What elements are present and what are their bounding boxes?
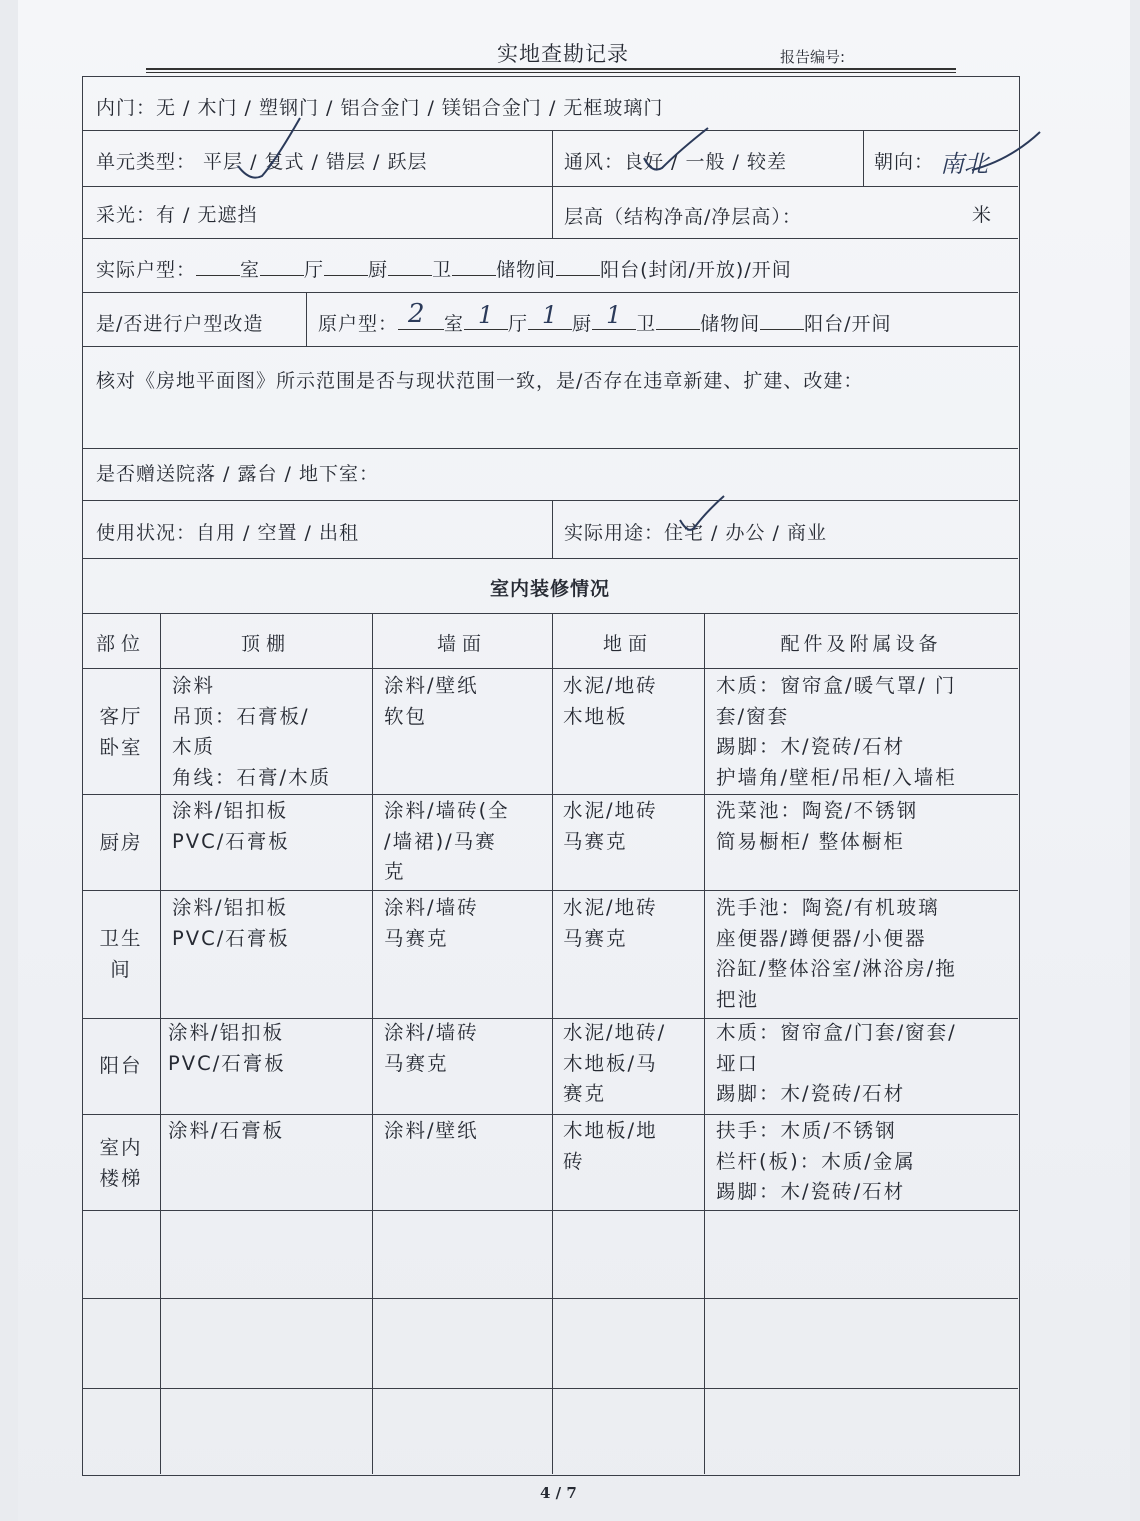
part-line: 室内 xyxy=(99,1136,143,1159)
header-part: 部位 xyxy=(95,633,146,655)
row-divider xyxy=(82,130,1018,131)
cell-line: PVC/石膏板 xyxy=(172,829,290,853)
header-wall: 墙面 xyxy=(436,633,487,655)
cell-line: 马赛克 xyxy=(384,926,449,950)
cell-line: 木质：窗帘盒/暖气罩/ 门 xyxy=(716,674,957,697)
cell-line: 木地板 xyxy=(563,704,628,728)
row-divider xyxy=(82,292,1018,293)
col-divider xyxy=(552,130,553,238)
cell-line: 角线：石膏/木质 xyxy=(172,765,332,789)
cell-line: 木质 xyxy=(172,735,216,758)
cell-line: 水泥/地砖 xyxy=(563,896,658,919)
part-line: 楼梯 xyxy=(99,1166,143,1190)
ceiling-bathroom xyxy=(172,893,368,954)
col-divider xyxy=(160,613,161,1474)
fittings-stairs xyxy=(716,1116,1016,1208)
verify-row: 核对《房地平面图》所示范围是否与现状范围一致，是/否存在违章新建、扩建、改建： xyxy=(96,370,864,392)
original-baths-value: 1 xyxy=(606,301,623,329)
ceiling-kitchen xyxy=(172,796,368,857)
floor-living xyxy=(563,671,703,732)
lighting-row: 采光：有 / 无遮挡 xyxy=(96,204,258,226)
cell-line: 洗菜池：陶瓷/不锈钢 xyxy=(716,799,919,822)
cell-line: 木地板/地 xyxy=(563,1119,658,1142)
part-balcony xyxy=(82,1051,160,1082)
wall-bathroom xyxy=(384,893,550,954)
part-stairs xyxy=(82,1133,160,1194)
floor-stairs xyxy=(563,1116,703,1177)
actual-layout-label: 实际户型： xyxy=(96,259,197,281)
floor-bathroom xyxy=(563,893,703,954)
orientation-label: 朝向： xyxy=(874,151,935,173)
cell-line: 简易橱柜/ 整体橱柜 xyxy=(716,829,905,853)
cell-line: 扶手：木质/不锈钢 xyxy=(716,1119,897,1142)
hall-label: 厅 xyxy=(304,259,325,281)
cell-line: 涂料/铝扣板 xyxy=(168,1021,285,1044)
cell-line: 涂料/墙砖 xyxy=(384,1021,479,1044)
part-line: 卫生 xyxy=(99,927,143,950)
kitchen-label: 厨 xyxy=(572,313,593,335)
cell-line: 克 xyxy=(384,860,406,883)
cell-line: 洗手池：陶瓷/有机玻璃 xyxy=(716,896,940,919)
wall-living xyxy=(384,671,550,732)
header-ceiling: 顶棚 xyxy=(240,633,291,655)
page-title: 实地查勘记录 xyxy=(497,42,629,66)
cell-line: 护墙角/壁柜/吊柜/入墙柜 xyxy=(716,765,957,789)
bath-label: 卫 xyxy=(432,259,453,281)
floor-balcony xyxy=(563,1018,703,1110)
ventilation-row: 通风：良好 / 一般 / 较差 xyxy=(564,151,787,173)
original-layout-row xyxy=(318,299,892,336)
header-fittings: 配件及附属设备 xyxy=(780,633,942,655)
cell-line: 座便器/蹲便器/小便器 xyxy=(716,926,927,950)
row-divider xyxy=(82,890,1018,891)
cell-line: 涂料/石膏板 xyxy=(168,1119,285,1142)
room-label: 室 xyxy=(444,313,465,335)
fittings-kitchen xyxy=(716,796,1016,857)
ceiling-stairs xyxy=(168,1116,368,1147)
actual-use-row: 实际用途：住宅 / 办公 / 商业 xyxy=(564,522,827,544)
hall-label: 厅 xyxy=(508,313,529,335)
row-divider xyxy=(82,794,1018,795)
original-kitchens-value: 1 xyxy=(542,301,559,329)
header-floor: 地面 xyxy=(602,633,653,655)
cell-line: 踢脚：木/瓷砖/石材 xyxy=(716,735,906,758)
part-line: 厨房 xyxy=(99,831,143,854)
decoration-title: 室内装修情况 xyxy=(489,578,610,600)
fittings-bathroom xyxy=(716,893,1016,1015)
cell-line: 踢脚：木/瓷砖/石材 xyxy=(716,1180,906,1203)
usage-status-row: 使用状况：自用 / 空置 / 出租 xyxy=(96,522,359,544)
cell-line: 栏杆(板)：木质/金属 xyxy=(716,1149,916,1173)
cell-line: 软包 xyxy=(384,704,428,728)
col-divider xyxy=(306,292,307,346)
storage-label: 储物间 xyxy=(700,313,761,335)
cell-line: 垭口 xyxy=(716,1051,760,1075)
cell-line: 马赛克 xyxy=(563,926,628,950)
cell-line: 砖 xyxy=(563,1149,585,1173)
row-divider xyxy=(82,238,1018,239)
floor-kitchen xyxy=(563,796,703,857)
cell-line: 涂料/墙砖 xyxy=(384,896,479,919)
cell-line: 踢脚：木/瓷砖/石材 xyxy=(716,1082,906,1105)
wall-stairs xyxy=(384,1116,550,1147)
balcony-label: 阳台(封闭/开放)/开间 xyxy=(600,259,792,281)
cell-line: 涂料/壁纸 xyxy=(384,1119,479,1142)
cell-line: /墙裙)/马赛 xyxy=(384,829,497,853)
balcony-label: 阳台/开间 xyxy=(804,313,892,335)
cell-line: 套/窗套 xyxy=(716,704,790,728)
part-living xyxy=(82,702,160,763)
row-divider xyxy=(82,448,1018,449)
cell-line: 水泥/地砖/ xyxy=(563,1021,667,1044)
col-divider xyxy=(863,130,864,186)
cell-line: 涂料/壁纸 xyxy=(384,674,479,697)
kitchen-label: 厨 xyxy=(368,259,389,281)
renovated-label: 是/否进行户型改造 xyxy=(96,313,264,335)
page-number: 4 / 7 xyxy=(540,1484,577,1502)
inner-door-row: 内门：无 / 木门 / 塑钢门 / 铝合金门 / 镁铝合金门 / 无框玻璃门 xyxy=(96,97,664,119)
header-rule-thin xyxy=(146,72,956,73)
row-divider xyxy=(82,1388,1018,1389)
cell-line: 马赛克 xyxy=(384,1051,449,1075)
cell-line: PVC/石膏板 xyxy=(168,1051,286,1075)
row-divider xyxy=(82,668,1018,669)
ceiling-balcony xyxy=(168,1018,368,1079)
fittings-living xyxy=(716,671,1016,793)
floor-height-row: 层高（结构净高/净层高）： xyxy=(564,206,802,228)
original-rooms-value: 2 xyxy=(408,299,426,329)
cell-line: 吊顶：石膏板/ xyxy=(172,704,310,728)
header-rule xyxy=(146,68,956,70)
cell-line: 把池 xyxy=(716,987,760,1011)
row-divider xyxy=(82,613,1018,614)
col-divider xyxy=(372,613,373,1474)
cell-line: 赛克 xyxy=(563,1082,607,1105)
part-bathroom xyxy=(82,924,160,985)
storage-label: 储物间 xyxy=(496,259,557,281)
row-divider xyxy=(82,186,1018,187)
row-divider xyxy=(82,1210,1018,1211)
unit-type-row: 单元类型： 平层 / 复式 / 错层 / 跃层 xyxy=(96,151,428,173)
cell-line: 涂料/墙砖(全 xyxy=(384,799,510,822)
row-divider xyxy=(82,346,1018,347)
row-divider xyxy=(82,558,1018,559)
cell-line: 木地板/马 xyxy=(563,1051,658,1075)
actual-layout-row xyxy=(96,255,792,282)
part-line: 阳台 xyxy=(99,1054,143,1077)
col-divider xyxy=(704,613,705,1474)
part-line: 卧室 xyxy=(99,735,143,759)
part-line: 客厅 xyxy=(99,705,143,728)
wall-kitchen xyxy=(384,796,550,888)
bath-label: 卫 xyxy=(636,313,657,335)
row-divider xyxy=(82,1114,1018,1115)
part-kitchen xyxy=(82,828,160,859)
gift-row: 是否赠送院落 / 露台 / 地下室： xyxy=(96,463,379,485)
col-divider xyxy=(552,500,553,558)
wall-balcony xyxy=(384,1018,550,1079)
cell-line: 水泥/地砖 xyxy=(563,674,658,697)
col-divider xyxy=(552,613,553,1474)
cell-line: 水泥/地砖 xyxy=(563,799,658,822)
cell-line: 涂料 xyxy=(172,674,216,697)
original-halls-value: 1 xyxy=(478,301,495,329)
row-divider xyxy=(82,1298,1018,1299)
cell-line: PVC/石膏板 xyxy=(172,926,290,950)
part-line: 间 xyxy=(110,957,132,981)
original-layout-label: 原户型： xyxy=(318,313,399,335)
cell-line: 浴缸/整体浴室/淋浴房/拖 xyxy=(716,957,957,980)
report-number-label: 报告编号: xyxy=(780,48,846,66)
row-divider xyxy=(82,500,1018,501)
cell-line: 涂料/铝扣板 xyxy=(172,896,289,919)
cell-line: 涂料/铝扣板 xyxy=(172,799,289,822)
floor-height-unit: 米 xyxy=(972,204,993,226)
ceiling-living xyxy=(172,671,368,793)
cell-line: 木质：窗帘盒/门套/窗套/ xyxy=(716,1021,957,1044)
orientation-handwritten: 南北 xyxy=(940,150,988,178)
fittings-balcony xyxy=(716,1018,1016,1110)
cell-line: 马赛克 xyxy=(563,829,628,853)
room-label: 室 xyxy=(240,259,261,281)
